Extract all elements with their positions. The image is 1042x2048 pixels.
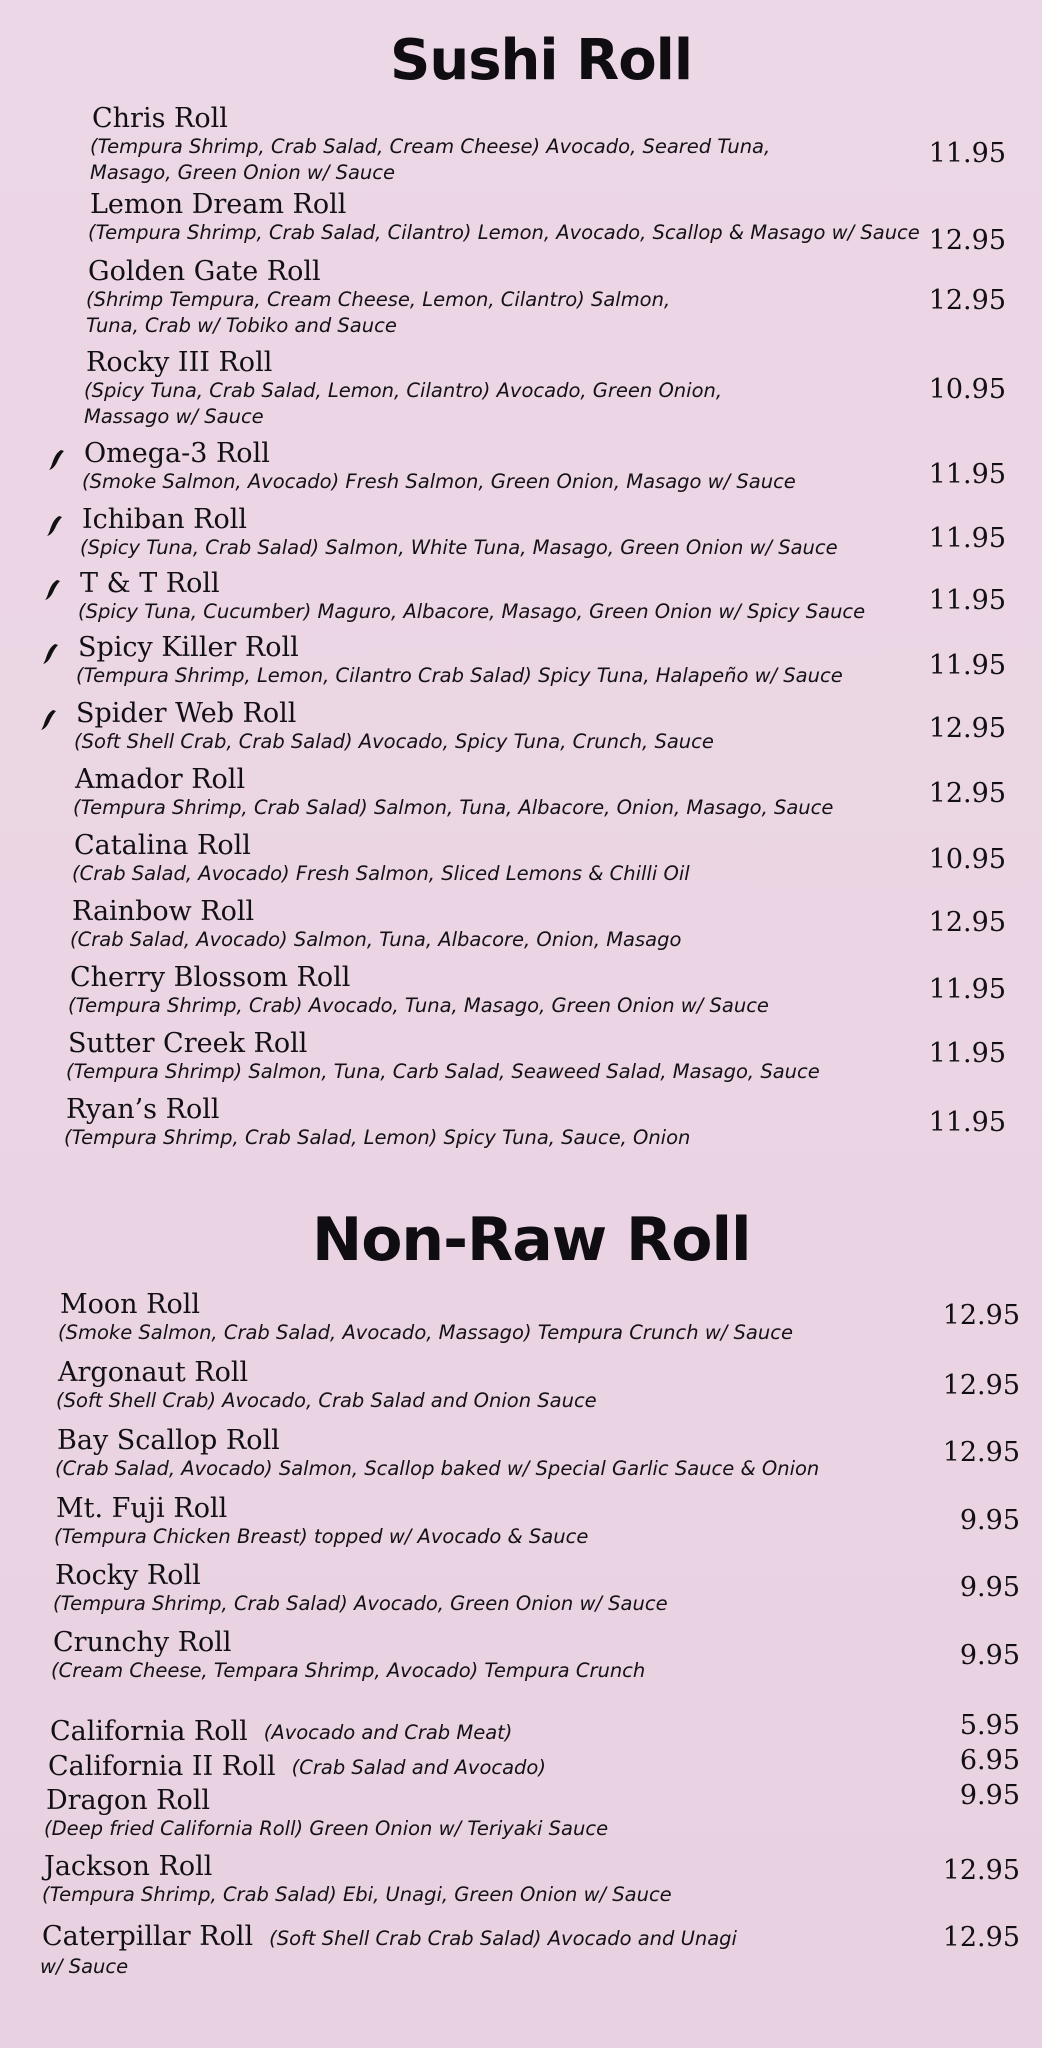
item-description: (Deep fried California Roll) Green Onion w/ Teriyaki Sauce xyxy=(44,1817,609,1840)
item-description: (Soft Shell Crab, Crab Salad) Avocado, Spicy Tuna, Crunch, Sauce xyxy=(74,730,714,753)
item-name: Amador Roll xyxy=(75,764,246,795)
item-description: (Crab Salad and Avocado) xyxy=(291,1756,546,1779)
item-description: (Tempura Shrimp, Crab) Avocado, Tuna, Masago, Green Onion w/ Sauce xyxy=(68,994,769,1017)
item-description: (Tempura Shrimp, Crab Salad, Cilantro) Lemon, Avocado, Scallop & Masago w/ Sauce xyxy=(88,221,920,244)
item-price: 11.95 xyxy=(928,650,1006,681)
item-price: 11.95 xyxy=(928,138,1006,169)
item-description: (Smoke Salmon, Crab Salad, Avocado, Massago) Tempura Crunch w/ Sauce xyxy=(58,1321,793,1344)
item-name: Chris Roll xyxy=(92,103,228,134)
spicy-pepper-icon xyxy=(40,641,62,667)
item-name: Cherry Blossom Roll xyxy=(70,962,351,993)
item-name: Mt. Fuji Roll xyxy=(56,1493,228,1524)
item-name: Rocky III Roll xyxy=(86,347,273,378)
item-price: 9.95 xyxy=(959,1505,1020,1536)
item-name: Lemon Dream Roll xyxy=(90,189,347,220)
item-name: T & T Roll xyxy=(80,568,220,599)
item-name: Omega-3 Roll xyxy=(84,438,270,469)
item-description: (Spicy Tuna, Crab Salad, Lemon, Cilantro) Avocado, Green Onion, Massago w/ Sauce xyxy=(84,379,723,428)
item-description: (Cream Cheese, Tempara Shrimp, Avocado) Tempura Crunch xyxy=(51,1659,646,1682)
item-description: (Tempura Shrimp, Crab Salad) Salmon, Tuna, Albacore, Onion, Masago, Sauce xyxy=(73,796,834,819)
item-price: 5.95 xyxy=(959,1710,1020,1741)
item-name: California Roll xyxy=(50,1716,248,1747)
section-title-non-raw-roll: Non-Raw Roll xyxy=(312,1205,751,1275)
item-price: 10.95 xyxy=(928,374,1006,405)
item-name: Moon Roll xyxy=(60,1289,200,1320)
item-description: (Crab Salad, Avocado) Fresh Salmon, Sliced Lemons & Chilli Oil xyxy=(72,862,690,885)
item-price: 12.95 xyxy=(942,1437,1020,1468)
item-description: (Avocado and Crab Meat) xyxy=(263,1721,513,1744)
item-name: Ryan’s Roll xyxy=(66,1094,220,1125)
item-price: 11.95 xyxy=(928,1107,1006,1138)
item-price: 12.95 xyxy=(942,1922,1020,1953)
item-description: (Crab Salad, Avocado) Salmon, Tuna, Albacore, Onion, Masago xyxy=(70,928,682,951)
item-description: (Tempura Shrimp, Crab Salad) Avocado, Green Onion w/ Sauce xyxy=(53,1592,668,1615)
item-description: (Spicy Tuna, Cucumber) Maguro, Albacore, Masago, Green Onion w/ Spicy Sauce xyxy=(78,600,866,623)
item-name: Ichiban Roll xyxy=(82,504,248,535)
item-price: 12.95 xyxy=(942,1855,1020,1886)
item-description: (Smoke Salmon, Avocado) Fresh Salmon, Green Onion, Masago w/ Sauce xyxy=(82,470,796,493)
item-price: 12.95 xyxy=(942,1370,1020,1401)
item-name: California II Roll xyxy=(48,1751,276,1782)
item-price: 6.95 xyxy=(959,1745,1020,1776)
item-price: 12.95 xyxy=(928,907,1006,938)
item-name: Rainbow Roll xyxy=(72,896,255,927)
spicy-pepper-icon xyxy=(46,447,68,473)
item-name: Dragon Roll xyxy=(46,1785,211,1816)
item-description: (Soft Shell Crab Crab Salad) Avocado and Unagi w/ Sauce xyxy=(40,1927,737,1978)
section-title-sushi-roll: Sushi Roll xyxy=(390,28,693,93)
item-name: Argonaut Roll xyxy=(58,1357,249,1388)
item-price: 11.95 xyxy=(928,1038,1006,1069)
item-price: 11.95 xyxy=(928,585,1006,616)
item-description: (Tempura Chicken Breast) topped w/ Avocado & Sauce xyxy=(54,1525,589,1548)
item-name: Sutter Creek Roll xyxy=(68,1028,308,1059)
item-description: (Tempura Shrimp, Lemon, Cilantro Crab Salad) Spicy Tuna, Halapeño w/ Sauce xyxy=(76,664,843,687)
item-name: Catalina Roll xyxy=(74,830,251,861)
item-price: 12.95 xyxy=(928,713,1006,744)
item-price: 11.95 xyxy=(928,523,1006,554)
item-description: (Tempura Shrimp, Crab Salad, Cream Cheese) Avocado, Seared Tuna, Masago, Green Onion w/ Sauce xyxy=(90,135,771,184)
item-name: Rocky Roll xyxy=(55,1560,201,1591)
item-price: 12.95 xyxy=(928,285,1006,316)
item-price: 12.95 xyxy=(928,778,1006,809)
item-price: 9.95 xyxy=(959,1640,1020,1671)
spicy-pepper-icon xyxy=(38,707,60,733)
item-price: 9.95 xyxy=(959,1780,1020,1811)
spicy-pepper-icon xyxy=(44,513,66,539)
item-name: Bay Scallop Roll xyxy=(57,1425,280,1456)
item-name: Golden Gate Roll xyxy=(88,256,321,287)
item-price: 11.95 xyxy=(928,459,1006,490)
item-description: (Tempura Shrimp, Crab Salad, Lemon) Spicy Tuna, Sauce, Onion xyxy=(64,1126,691,1149)
item-price: 9.95 xyxy=(959,1572,1020,1603)
item-name: Crunchy Roll xyxy=(53,1627,232,1658)
item-price: 12.95 xyxy=(928,225,1006,256)
item-description: (Spicy Tuna, Crab Salad) Salmon, White Tuna, Masago, Green Onion w/ Sauce xyxy=(80,536,838,559)
item-description: (Tempura Shrimp, Crab Salad) Ebi, Unagi, Green Onion w/ Sauce xyxy=(42,1883,672,1906)
item-description: (Tempura Shrimp) Salmon, Tuna, Carb Salad, Seaweed Salad, Masago, Sauce xyxy=(66,1060,820,1083)
item-name: Jackson Roll xyxy=(44,1851,213,1882)
item-price: 12.95 xyxy=(942,1300,1020,1331)
item-price: 11.95 xyxy=(928,974,1006,1005)
item-description: (Soft Shell Crab) Avocado, Crab Salad and Onion Sauce xyxy=(56,1389,597,1412)
item-description: (Crab Salad, Avocado) Salmon, Scallop baked w/ Special Garlic Sauce & Onion xyxy=(55,1457,820,1480)
item-name: Spicy Killer Roll xyxy=(78,632,299,663)
item-name: Caterpillar Roll xyxy=(42,1921,254,1952)
item-name: Spider Web Roll xyxy=(76,698,297,729)
spicy-pepper-icon xyxy=(42,577,64,603)
item-description: (Shrimp Tempura, Cream Cheese, Lemon, Cilantro) Salmon, Tuna, Crab w/ Tobiko and Sauce xyxy=(86,288,671,337)
item-price: 10.95 xyxy=(928,844,1006,875)
